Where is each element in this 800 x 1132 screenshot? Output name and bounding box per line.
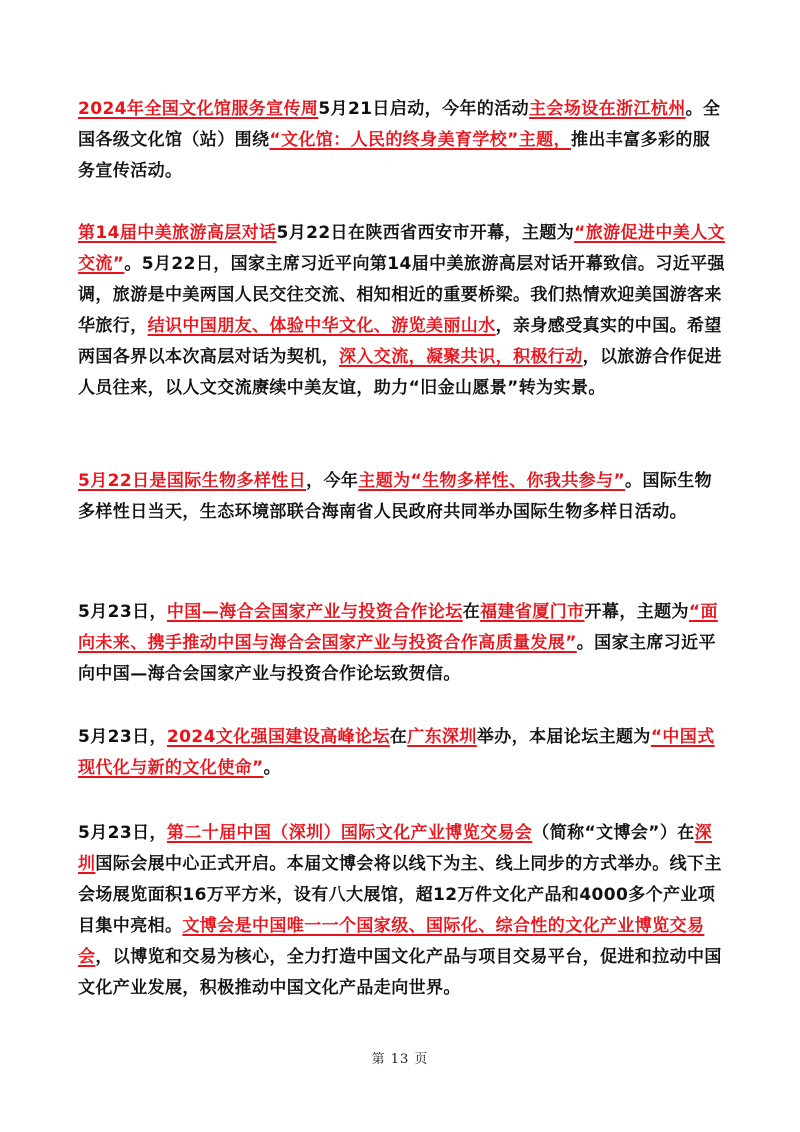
body-text: 5月23日，	[78, 823, 167, 843]
body-text: 推出丰富多彩的服务宣传活动。	[78, 130, 711, 181]
paragraph-icif-expo	[78, 818, 726, 1004]
body-text: 。全国各级文化馆（站）围绕	[78, 99, 721, 150]
body-text: 。国际生物多样性日当天，生态环境部联合海南省人民政府共同举办国际生物多样日活动。	[78, 471, 713, 522]
paragraph-gcc-forum	[78, 597, 726, 690]
body-text: 在	[462, 602, 481, 622]
body-text: ，亲身感受真实的中国。希望两国各界以本次高层对话为契机，	[78, 316, 722, 367]
highlighted-text: 5月22日是国际生物多样性日	[78, 471, 307, 491]
body-text: 开幕，主题为	[584, 602, 689, 622]
highlighted-text: 福建省厦门市	[480, 602, 585, 622]
paragraph-culture-summit	[78, 722, 726, 784]
highlighted-text: 第14届中美旅游高层对话	[78, 223, 277, 243]
highlighted-text: 2024文化强国建设高峰论坛	[166, 727, 390, 747]
body-text: 5月23日，	[78, 602, 167, 622]
paragraph-biodiversity-day	[78, 466, 726, 528]
highlighted-text: 主题为“生物多样性、你我共参与”	[358, 471, 626, 491]
body-text: 。5月22日，国家主席习近平向第14届中美旅游高层对话开幕致信。习近平强调，旅游是中美两国人民交往交流、相知相近的重要桥梁。我们热情欢迎美国游客来华旅行，	[78, 254, 725, 336]
highlighted-text: 广东深圳	[407, 727, 477, 747]
body-text: ，以旅游合作促进人员往来，以人文交流赓续中美友谊，助力“旧金山愿景”转为实景。	[78, 347, 722, 398]
body-text: 。	[263, 758, 281, 778]
body-text: 在	[389, 727, 408, 747]
highlighted-text: 深圳	[78, 823, 713, 874]
highlighted-text: 2024年全国文化馆服务宣传周	[78, 99, 319, 119]
highlighted-text: “旅游促进中美人文交流”	[78, 223, 725, 274]
body-text: ，今年	[306, 471, 359, 491]
highlighted-text: 主会场设在浙江杭州	[529, 99, 686, 119]
paragraph-culture-week	[78, 94, 726, 187]
body-text: 5月22日在陕西省西安市开幕，主题为	[276, 223, 575, 243]
highlighted-text: 深入交流，凝聚共识，积极行动	[339, 347, 583, 367]
body-text: 5月23日，	[78, 727, 167, 747]
highlighted-text: “面向未来、携手推动中国与海合会国家产业与投资合作高质量发展”	[78, 602, 718, 653]
body-text: 国际会展中心正式开启。本届文博会将以线下为主、线上同步的方式举办。线下主会场展览面积16万平方米，设有八大展馆，超12万件文化产品和4000多个产业项目集中亮相。	[78, 854, 722, 936]
highlighted-text: 中国—海合会国家产业与投资合作论坛	[166, 602, 463, 622]
body-text: ，以博览和交易为核心，全力打造中国文化产品与项目交易平台，促进和拉动中国文化产业发展，积极推动中国文化产品走向世界。	[78, 947, 722, 998]
paragraph-tourism-dialogue	[78, 218, 726, 404]
body-text: 。国家主席习近平向中国—海合会国家产业与投资合作论坛致贺信。	[78, 633, 716, 684]
body-text: 举办，本届论坛主题为	[476, 727, 651, 747]
highlighted-text: 第二十届中国（深圳）国际文化产业博览交易会	[166, 823, 533, 843]
highlighted-text: 文博会是中国唯一一个国家级、国际化、综合性的文化产业博览交易会	[78, 916, 705, 967]
page-number: 第 13 页	[371, 1052, 429, 1067]
highlighted-text: 结识中国朋友、体验中华文化、游览美丽山水	[147, 316, 496, 336]
highlighted-text: “中国式现代化与新的文化使命”	[78, 727, 715, 778]
highlighted-text: “文化馆：人民的终身美育学校”主题，	[269, 130, 571, 150]
body-text: （简称“文博会”）在	[532, 823, 695, 843]
body-text: 5月21日启动，今年的活动	[318, 99, 530, 119]
